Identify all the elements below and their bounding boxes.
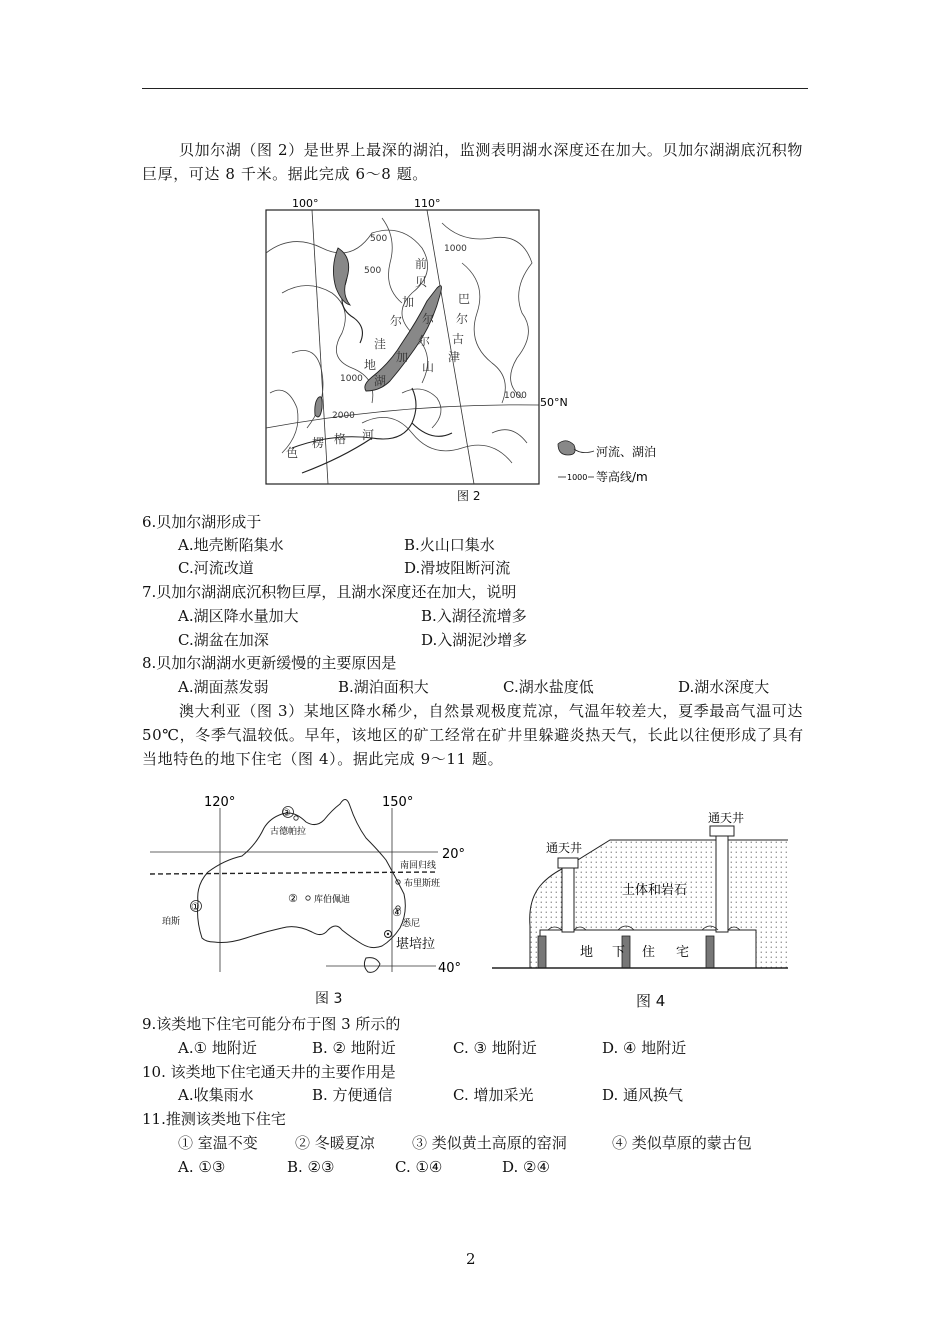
q8-stem: 8.贝加尔湖湖水更新缓慢的主要原因是 [142,654,397,672]
q11-option-a: A. ①③ [178,1158,226,1176]
q7-option-d: D.入湖泥沙增多 [421,631,528,649]
label-well-left: 通天井 [546,841,583,855]
label-lat40: 40° [438,961,462,976]
place-er3: 尔 [390,314,403,328]
label-lat20: 20° [442,847,466,862]
place-jia2: 加 [396,350,409,364]
place-he: 河 [362,428,375,442]
contour-label-2: 500 [364,266,382,276]
label-site-2: ② [288,892,298,905]
place-shan: 山 [422,360,435,374]
legend-lake-swatch [558,441,575,455]
lake-small [315,397,322,417]
label-site-1: ① [191,902,200,913]
place-gu: 古 [452,332,465,346]
q11-statement-1: ① 室温不变 [178,1134,258,1152]
page-number: 2 [466,1250,476,1268]
label-bulisiban: 布里斯班 [404,879,441,889]
place-ba: 巴 [458,292,471,306]
well-right-shaft [716,834,728,932]
tasmania [364,958,380,973]
q10-option-b: B. 方便通信 [312,1086,393,1104]
place-bei: 贝 [415,275,428,289]
label-lat50: 50°N [540,396,568,409]
figure-3-australia-map [146,790,476,1010]
contour-label-6: 1000 [504,391,527,401]
place-leng: 楞 [312,436,325,450]
place-jia1: 加 [402,295,415,309]
q8-option-d: D.湖水深度大 [678,678,770,696]
contour-label-5: 2000 [332,411,355,421]
parallel-50n [266,405,539,428]
q9-stem: 9.该类地下住宅可能分布于图 3 所示的 [142,1015,401,1033]
place-er2: 尔 [456,312,469,326]
label-well-right: 通天井 [708,811,745,825]
q8-option-b: B.湖泊面积大 [338,678,429,696]
legend-contour-symbol: 1000 [567,473,588,482]
figure-3-caption: 图 3 [315,991,343,1007]
q11-stem: 11.推测该类地下住宅 [142,1110,286,1128]
q9-option-c: C. ③ 地附近 [453,1039,537,1057]
figure-2-caption: 图 2 [457,489,481,503]
q11-option-c: C. ①④ [395,1158,443,1176]
q10-option-c: C. 增加采光 [453,1086,534,1104]
place-wa: 洼 [374,337,387,351]
intro-australia: 澳大利亚（图 3）某地区降水稀少，自然景观极度荒凉，气温年较差大，夏季最高气温可达 50℃，冬季气温较低。早年，该地区的矿工经常在矿井里躲避炎热天气，长此以往便形成了具有当地特色的地下住宅（图 4）。据此完成 9～11 题。 [142,702,804,768]
contour-label-1: 500 [370,234,388,244]
place-se: 色 [286,446,299,460]
q10-option-a: A.收集雨水 [178,1086,254,1104]
legend-river-label: 河流、湖泊 [596,445,657,459]
q8-option-c: C.湖水盐度低 [503,678,594,696]
q11-option-b: B. ②③ [287,1158,335,1176]
q11-option-d: D. ②④ [502,1158,550,1176]
label-lon100: 100° [292,197,319,210]
q10-option-d: D. 通风换气 [602,1086,684,1104]
q6-option-b: B.火山口集水 [404,536,495,554]
label-site-4: ④ [392,906,402,919]
q6-option-a: A.地壳断陷集水 [178,536,284,554]
q6-option-c: C.河流改道 [178,559,254,577]
label-tropic: 南回归线 [400,861,437,871]
q6-option-d: D.滑坡阻断河流 [404,559,511,577]
well-left-shaft [562,866,574,932]
legend-contour-label: 等高线/m [596,470,648,484]
label-lon150: 150° [382,795,414,810]
place-jin: 津 [448,350,461,364]
label-house-xia: 下 [612,945,626,960]
label-site-3: ③ [282,808,291,819]
intro-baikal: 贝加尔湖（图 2）是世界上最深的湖泊，监测表明湖水深度还在加大。贝加尔湖湖底沉积物巨厚，可达 8 千米。据此完成 6～8 题。 [142,141,803,183]
label-house-di: 地 [580,945,594,960]
q11-statement-3: ③ 类似黄土高原的窑洞 [412,1134,567,1152]
place-di: 地 [364,358,377,372]
q11-statement-4: ④ 类似草原的蒙古包 [612,1134,752,1152]
label-kanpeila: 堪培拉 [396,937,436,952]
q6-stem: 6.贝加尔湖形成于 [142,513,262,531]
q11-statement-2: ② 冬暖夏凉 [295,1134,375,1152]
place-hu: 湖 [374,374,387,388]
q9-option-a: A.① 地附近 [178,1039,257,1057]
place-qian: 前 [415,257,428,271]
place-er4: 尔 [418,334,431,348]
q7-option-a: A.湖区降水量加大 [178,607,299,625]
header-rule [142,88,808,89]
label-lon120: 120° [204,795,236,810]
q10-stem: 10. 该类地下住宅通天井的主要作用是 [142,1063,396,1081]
label-posi: 珀斯 [162,917,181,927]
contour-label-4: 1000 [340,374,363,384]
figure-2-baikal-map [262,193,692,503]
q7-option-b: B.入湖径流增多 [421,607,527,625]
pillar-1 [538,936,546,968]
contour-label-3: 1000 [444,244,467,254]
q8-option-a: A.湖面蒸发弱 [178,678,269,696]
tropic-line [150,872,438,874]
place-er1: 尔 [422,312,435,326]
q9-option-b: B. ② 地附近 [312,1039,396,1057]
q7-stem: 7.贝加尔湖湖底沉积物巨厚，且湖水深度还在加大，说明 [142,583,517,601]
figure-4-underground-house [490,806,790,982]
label-lon110: 110° [414,197,441,210]
label-soil: 土体和岩石 [622,883,688,898]
figure-4-caption: 图 4 [636,992,666,1010]
label-xini: 悉尼 [402,919,421,929]
place-ge: 格 [334,432,347,446]
label-gudepala: 古德帕拉 [270,827,307,837]
q9-option-d: D. ④ 地附近 [602,1039,687,1057]
australia-coastline [198,799,406,947]
label-house-zhu: 住 [642,945,656,960]
pillar-3 [706,936,714,968]
label-house-zhai: 宅 [676,945,690,960]
q7-option-c: C.湖盆在加深 [178,631,269,649]
label-kubopeidi: 库伯佩迪 [314,895,351,905]
